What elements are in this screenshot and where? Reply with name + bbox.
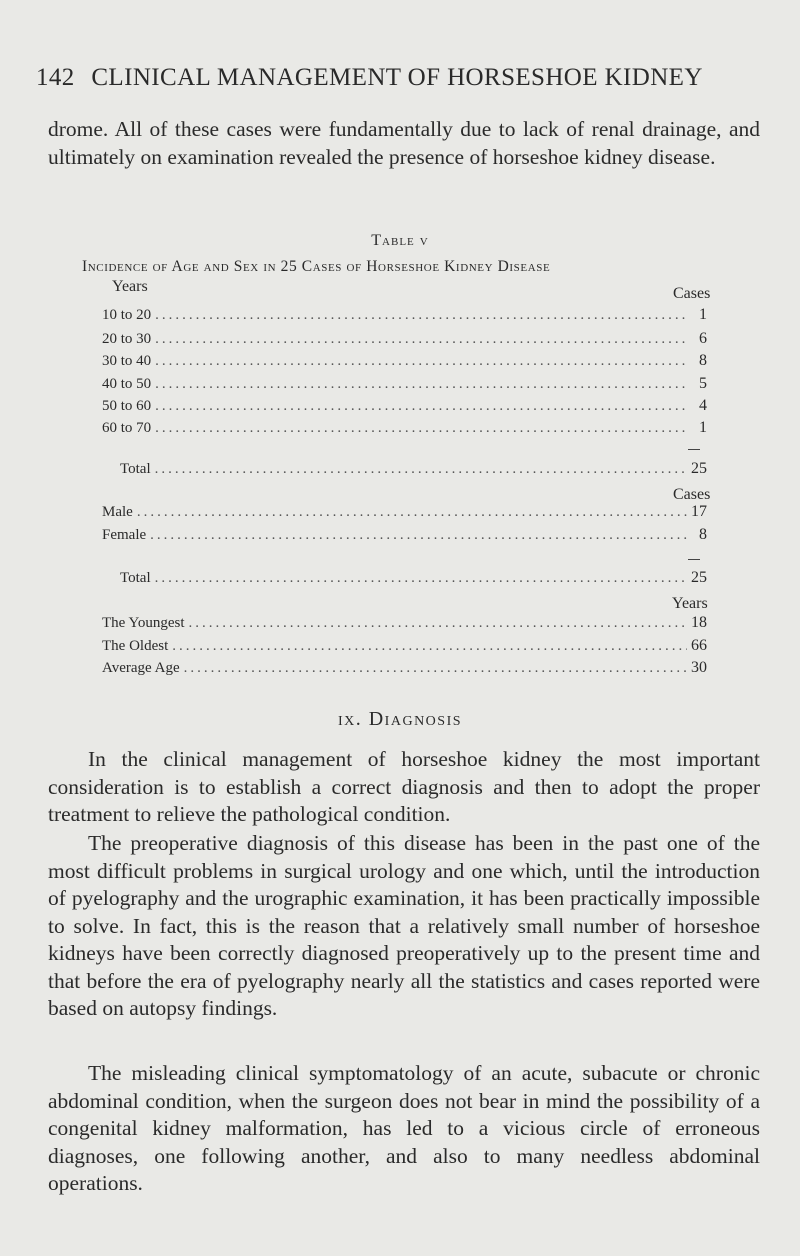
cases-column-heading: Cases: [673, 486, 711, 503]
dot-leader: [150, 527, 687, 544]
dot-leader: [155, 331, 687, 348]
dot-leader: [155, 398, 687, 415]
row-value: 6: [699, 330, 707, 347]
table-row: [102, 306, 707, 326]
table-row: [102, 330, 707, 350]
total-label: Total: [120, 570, 151, 586]
dot-leader: [172, 638, 687, 655]
dot-leader: [137, 504, 687, 521]
table-row: [102, 526, 707, 546]
row-value: 1: [699, 419, 707, 436]
section-heading: ix. Diagnosis: [337, 708, 463, 730]
cases-column-heading: Cases: [673, 285, 711, 302]
row-label: The Youngest: [102, 615, 185, 631]
row-label: 20 to 30: [102, 331, 152, 347]
body-paragraph: In the clinical management of horseshoe kidney the most important consideration is to establish a correct diagnosis and then to adopt the proper treatment to relieve the pathological condition.: [48, 747, 760, 826]
dot-leader: [155, 570, 687, 587]
total-label: Total: [120, 461, 151, 477]
running-title: CLINICAL MANAGEMENT OF HORSESHOE KIDNEY: [91, 64, 703, 91]
sum-rule: [688, 559, 700, 560]
total-value: 25: [691, 460, 707, 477]
table-row: [102, 659, 707, 679]
row-value: 17: [691, 503, 707, 520]
age-column-heading: Years: [112, 278, 148, 295]
row-value: 66: [691, 637, 707, 654]
running-header: [36, 64, 766, 92]
row-label: Female: [102, 527, 147, 543]
row-value: 18: [691, 614, 707, 631]
dot-leader: [155, 353, 687, 370]
years-column-heading: Years: [672, 595, 708, 612]
table-row: [102, 637, 707, 657]
table-row: [102, 614, 707, 634]
table-title: Incidence of Age and Sex in 25 Cases of Horseshoe Kidney Disease: [82, 258, 551, 275]
total-value: 25: [691, 569, 707, 586]
dot-leader: [155, 307, 687, 324]
row-value: 5: [699, 375, 707, 392]
dot-leader: [155, 420, 687, 437]
body-paragraph: The misleading clinical symptomatology of an acute, subacute or chronic abdominal condition, when the surgeon does not bear in mind the possibility of a congenital kidney malformation, has led to a vicious circle of erroneous diagnoses, one following another, and also to many needless abdominal operations.: [48, 1061, 760, 1195]
row-label: Average Age: [102, 660, 180, 676]
table-row: [102, 352, 707, 372]
row-label: 50 to 60: [102, 398, 152, 414]
dot-leader: [189, 615, 687, 632]
row-value: 8: [699, 352, 707, 369]
row-label: 10 to 20: [102, 307, 152, 323]
body-paragraph: The preoperative diagnosis of this disease has been in the past one of the most difficult problems in surgical urology and one which, until the introduction of pyelography and the urographic examination, it has been practically impossible to solve. In fact, this is the reason that a relatively small number of horseshoe kidneys have been correctly diagnosed preoperatively up to the present time and that before the era of pyelography nearly all the statistics and cases reported were based on autopsy findings.: [48, 831, 760, 1020]
table-row: [102, 375, 707, 395]
intro-paragraph: drome. All of these cases were fundamentally due to lack of renal drainage, and ultimately on examination revealed the presence of horseshoe kidney disease.: [48, 117, 760, 169]
row-label: Male: [102, 504, 133, 520]
table-row: [102, 503, 707, 523]
row-label: The Oldest: [102, 638, 169, 654]
row-value: 30: [691, 659, 707, 676]
row-value: 1: [699, 306, 707, 323]
row-value: 4: [699, 397, 707, 414]
dot-leader: [184, 660, 687, 677]
table-row: [102, 397, 707, 417]
table-caption: Table v: [371, 232, 429, 249]
total-row: [120, 569, 707, 589]
dot-leader: [155, 376, 687, 393]
row-value: 8: [699, 526, 707, 543]
row-label: 60 to 70: [102, 420, 152, 436]
row-label: 30 to 40: [102, 353, 152, 369]
total-row: [120, 460, 707, 480]
row-label: 40 to 50: [102, 376, 152, 392]
dot-leader: [155, 461, 687, 478]
table-row: [102, 419, 707, 439]
sum-rule: [688, 449, 700, 450]
page-number: 142: [36, 64, 75, 91]
